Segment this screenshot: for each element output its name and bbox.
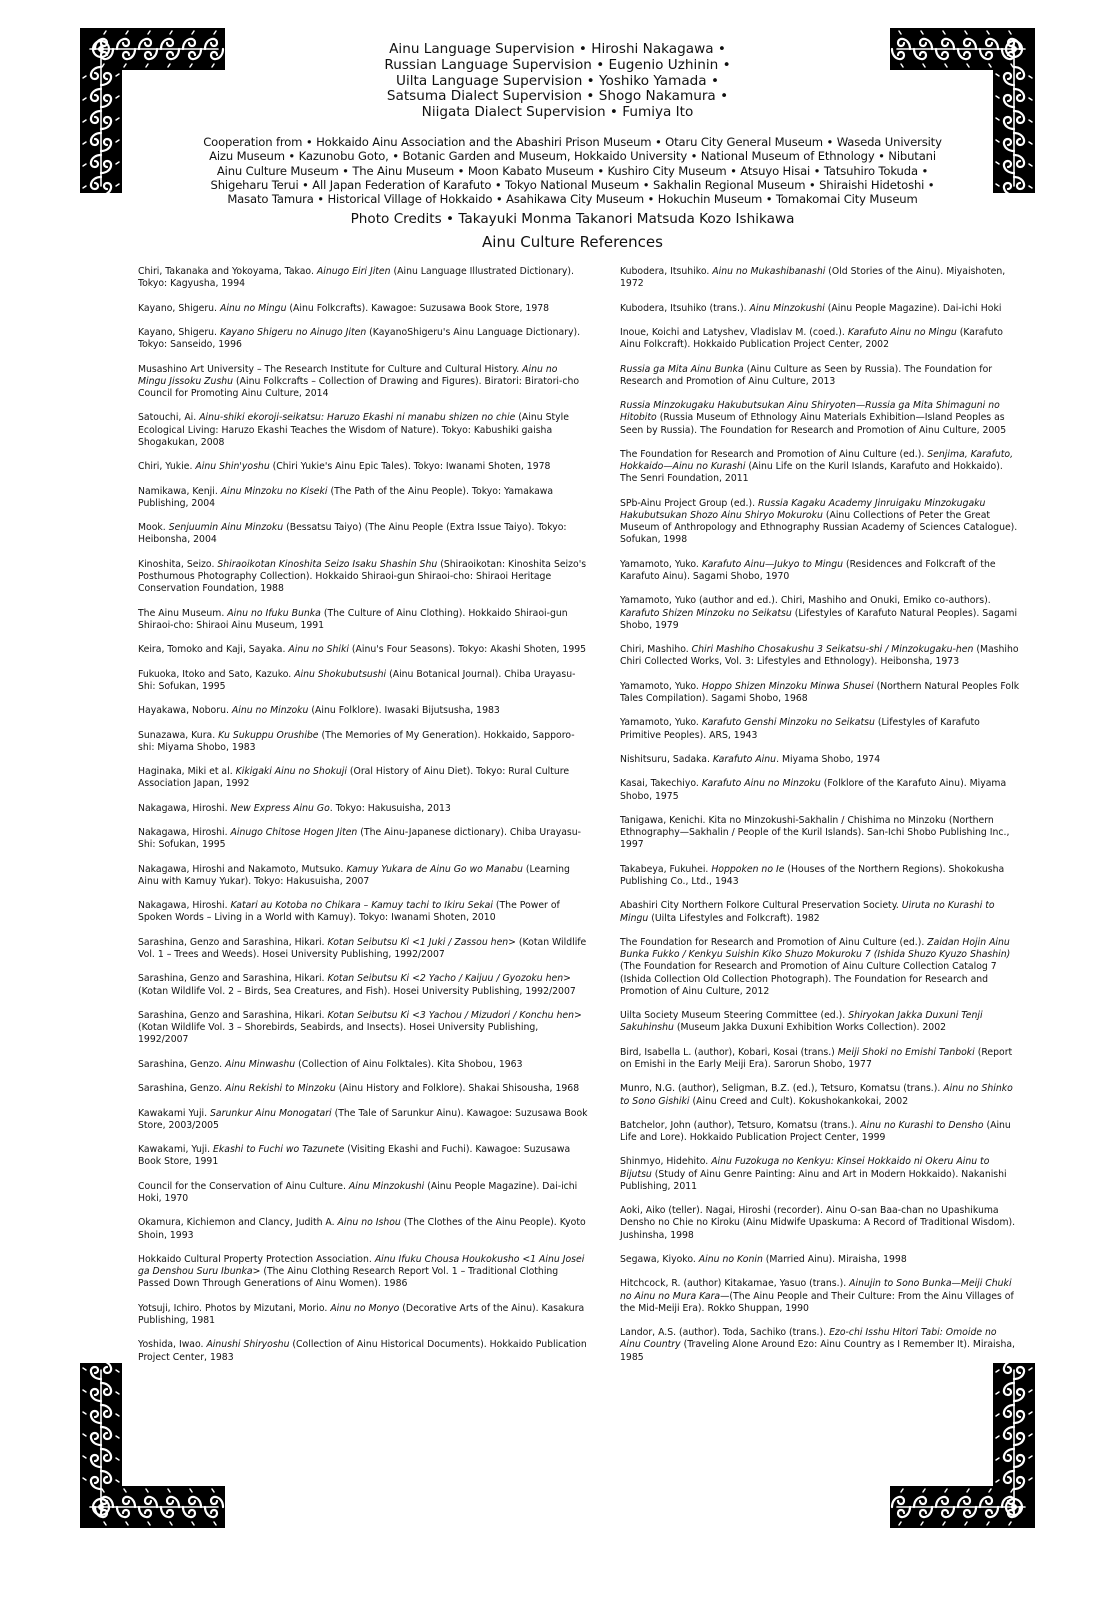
reference-details: (Learning Ainu with Kamuy Yukar). Tokyo: Hakusuisha, 2007 [138,863,570,887]
reference-authors: Yamamoto, Yuko (author and ed.). Chiri, Mashiho and Onuki, Emiko co-authors). [620,595,991,607]
reference-entry [138,1144,588,1168]
reference-details: (Residences and Folkcraft of the Karafuto Ainu). Sagami Shobo, 1970 [620,558,996,582]
reference-title: Kotan Seibutsu Ki <3 Yachou / Mizudori / Konchu hen> [327,1010,582,1022]
reference-title: Chiri Mashiho Chosakushu 3 Seikatsu-shi / Minzokugaku-hen [691,644,974,656]
reference-authors: Hayakawa, Noboru. [138,705,232,717]
reference-entry [138,412,588,449]
reference-details: (The Foundation for Research and Promotion of Ainu Culture Collection Catalog 7 (Ishida Collection Old Collection Photograph). The Foundation for Research and Promotion of Ainu Culture, 2012 [620,961,997,997]
reference-entry [138,1108,588,1132]
reference-details: (KayanoShigeru's Ainu Language Dictionary). Tokyo: Sanseido, 1996 [138,326,581,351]
reference-entry [620,498,1020,547]
reference-details: (Ainu Life and Lore). Hokkaido Publication Project Center, 1999 [620,1119,1011,1144]
reference-title: Senjima, Karafuto, Hokkaido—Ainu no Kurashi [620,448,1014,473]
reference-details: (Uilta Lifestyles and Folkcraft). 1982 [648,912,820,924]
reference-entry [138,766,588,790]
reference-details: (Study of Ainu Genre Painting: Ainu and Art in Modern Hokkaido). Nakanishi Publishing, 2011 [620,1168,1007,1192]
reference-authors: Kubodera, Itsuhiko. [620,266,713,277]
reference-authors: Chiri, Mashiho. [620,644,692,656]
reference-entry [138,1059,588,1071]
references-column-left [138,266,588,1376]
reference-authors: Segawa, Kiyoko. [620,1254,699,1266]
reference-entry [138,461,588,473]
reference-details: (The Ainu-Japanese dictionary). Chiba Urayasu-Shi: Sofukan, 1995 [138,827,582,851]
reference-authors: Inoue, Koichi and Latyshev, Vladislav M. (coed.). [620,326,848,338]
reference-authors: The Ainu Museum. [138,607,228,619]
reference-details: (Lifestyles of Karafuto Natural Peoples). Sagami Shobo, 1979 [620,607,1018,631]
reference-details: (Ainu Botanical Journal). Chiba Urayasu-Shi: Sofukan, 1995 [138,668,576,692]
reference-authors: The Foundation for Research and Promotion of Ainu Culture (ed.). [620,936,928,948]
reference-title: Ainu no Kurashi to Densho [860,1119,984,1131]
reference-entry [620,754,1020,766]
reference-title: Ainujin to Sono Bunka—Meiji Chuki no Ainu no Mura Kara [620,1278,1012,1302]
reference-entry [138,900,588,924]
reference-authors: Nakagawa, Hiroshi. [138,900,231,912]
reference-entry [620,778,1020,802]
reference-details: (Russia Museum of Ethnology Ainu Materials Exhibition—Island Peoples as Seen by Russia). The Foundation for Research and Promotion of Ainu Culture, 2005 [620,412,1007,436]
reference-details: (The Ainu Clothing Research Report Vol. 1 – Traditional Clothing Passed Down Through Generations of Ainu Women). 1986 [138,1266,559,1290]
reference-entry [138,1303,588,1327]
reference-title: Karafuto Shizen Minzoku no Seikatsu [620,607,792,619]
references-heading: Ainu Culture References [482,233,663,251]
reference-authors: Bird, Isabella L. (author), Kobari, Kosai (trans.) [620,1046,838,1058]
reference-entry [138,364,588,401]
reference-title: Ainu no Mingu Jissoku Zushu [138,363,558,387]
reference-details: (The Memories of My Generation). Hokkaido, Sapporo-shi: Miyama Shobo, 1983 [138,729,575,753]
reference-entry [138,864,588,888]
reference-title: Karafuto Ainu no Mingu [847,326,957,338]
reference-authors: Chiri, Yukie. [138,461,196,473]
reference-title: Ainu Rekishi to Minzoku [225,1083,336,1095]
reference-title: Hoppoken no Ie [711,863,785,875]
reference-title: Ainu no Mingu [219,302,287,314]
reference-entry [620,400,1020,437]
reference-title: Senjuumin Ainu Minzoku [168,522,284,534]
supervision-line: Ainu Language Supervision • Hiroshi Nakagawa • [389,41,726,57]
reference-entry [138,827,588,851]
cooperation-line: Aizu Museum • Kazunobu Goto, • Botanic Garden and Museum, Hokkaido University • National Museum of Ethnology • Nibutani [209,149,936,164]
reference-entry [620,1083,1020,1107]
reference-entry [138,522,588,546]
reference-entry [620,1254,1020,1266]
reference-details: (Visiting Ekashi and Fuchi). Kawagoe: Suzusawa Book Store, 1991 [138,1144,571,1168]
reference-title: Kikigaki Ainu no Shokuji [235,766,347,778]
reference-details: (Ainu History and Folklore). Shakai Shisousha, 1968 [335,1083,580,1095]
reference-entry [138,559,588,596]
reference-title: Ainu no Shiki [288,644,349,656]
reference-title: Karafuto Ainu [712,753,777,765]
reference-details: (Kotan Wildlife Vol. 2 – Birds, Sea Creatures, and Fish). Hosei University Publishing, 1992/2007 [138,985,576,997]
reference-entry [138,1254,588,1291]
reference-entry [620,681,1020,705]
reference-entry [620,303,1020,315]
reference-authors: Yamamoto, Yuko. [620,680,702,692]
reference-title: Ainu Shin'yoshu [195,461,270,473]
reference-authors: Yotsuji, Ichiro. Photos by Mizutani, Morio. [138,1302,331,1314]
reference-details: (The Tale of Sarunkur Ainu). Kawagoe: Suzusawa Book Store, 2003/2005 [138,1107,588,1131]
reference-authors: Sarashina, Genzo and Sarashina, Hikari. [138,973,328,985]
reference-authors: Nakagawa, Hiroshi. [138,802,231,814]
reference-details: (Collection of Ainu Folktales). Kita Shobou, 1963 [295,1058,523,1070]
reference-details: (Report on Emishi in the Early Meiji Era). Sarorun Shobo, 1977 [620,1046,1013,1070]
reference-authors: Hitchcock, R. (author) Kitakamae, Yasuo (trans.). [620,1278,850,1290]
reference-entry [138,730,588,754]
reference-title: Ainu Minzokushi [348,1180,425,1192]
reference-authors: SPb-Ainu Project Group (ed.). [620,497,759,509]
reference-title: Kotan Seibutsu Ki <1 Juki / Zassou hen> [327,936,516,948]
reference-entry [138,1217,588,1241]
references-column-right [620,266,1020,1376]
reference-details: (Ainu Folkcrafts). Kawagoe: Suzusawa Book Store, 1978 [286,302,550,314]
reference-title: Ku Sukuppu Orushibe [218,729,319,741]
reference-title: Karafuto Genshi Minzoku no Seikatsu [701,717,875,729]
reference-authors: Nishitsuru, Sadaka. [620,753,713,765]
reference-title: Katari au Kotoba no Chikara – Kamuy tachi to Ikiru Sekai [230,900,493,912]
reference-authors: Okamura, Kichiemon and Clancy, Judith A. [138,1217,338,1229]
reference-details: (The Culture of Ainu Clothing). Hokkaido Shiraoi-gun Shiraoi-cho: Shiraoi Ainu Museum, 1991 [138,607,568,631]
reference-details: (Shiraoikotan: Kinoshita Seizo's Posthumous Photography Collection). Hokkaido Shiraoi-gun Shiraoi-cho: Shiraoi Heritage Conservation Foundation, 1988 [138,558,587,595]
cooperation-line: Shigeharu Terui • All Japan Federation of Karafuto • Tokyo National Museum • Sakhalin Regional Museum • Shiraishi Hidetoshi • [210,177,935,192]
reference-entry [620,644,1020,668]
reference-authors: Chiri, Takanaka and Yokoyama, Takao. [138,266,317,277]
reference-details: (Ainu Folkcrafts – Collection of Drawing and Figures). Biratori: Biratori-cho Council for Promoting Ainu Culture, 2014 [138,375,580,399]
cooperation-line: Ainu Culture Museum • The Ainu Museum • Moon Kabato Museum • Kushiro City Museum • Atsuyo Hisai • Tatsuhiro Tokuda • [216,163,929,178]
reference-details: . Miyama Shobo, 1974 [776,753,881,765]
reference-authors: Sarashina, Genzo. [138,1083,226,1095]
reference-entry [620,900,1020,924]
reference-authors: Landor, A.S. (author). Toda, Sachiko (trans.). [620,1327,830,1339]
reference-authors: Council for the Conservation of Ainu Culture. [138,1180,349,1192]
reference-authors: Abashiri City Northern Folkore Cultural Preservation Society. [620,900,902,912]
reference-details: (Oral History of Ainu Diet). Tokyo: Rural Culture Association Japan, 1992 [138,766,570,790]
reference-details: (The Power of Spoken Words – Living in a World with Kamuy). Tokyo: Iwanami Shoten, 2010 [138,900,560,924]
reference-authors: Sarashina, Genzo and Sarashina, Hikari. [138,936,328,948]
reference-details: (Kotan Wildlife Vol. 3 – Shorebirds, Seabirds, and Insects). Hosei University Publishing, 1992/2007 [138,1022,539,1046]
reference-details: (Collection of Ainu Historical Documents). Hokkaido Publication Project Center, 1983 [138,1339,587,1363]
reference-details: (Karafuto Ainu Folkcraft). Hokkaido Publication Project Center, 2002 [620,326,1003,351]
supervision-line: Russian Language Supervision • Eugenio Uzhinin • [384,56,731,73]
reference-title: Ainugo Eiri Jiten [316,266,391,277]
reference-title: Karafuto Ainu—Jukyo to Mingu [701,558,844,570]
reference-entry [620,1327,1020,1364]
reference-entry [620,864,1020,888]
reference-title: Ainu Minwashu [225,1058,296,1070]
reference-authors: The Foundation for Research and Promotion of Ainu Culture (ed.). [620,448,928,460]
reference-details: (Mashiho Chiri Collected Works, Vol. 3: Lifestyles and Ethnology). Heibonsha, 1973 [620,644,1019,668]
reference-authors: Namikawa, Kenji. [138,485,221,497]
reference-entry [138,973,588,997]
reference-authors: Munro, N.G. (author), Seligman, B.Z. (ed.), Tetsuro, Komatsu (trans.). [620,1083,944,1095]
reference-title: Kotan Seibutsu Ki <2 Yacho / Kaijuu / Gyozoku hen> [327,973,571,985]
reference-entry [138,327,588,351]
supervision-credits [230,42,885,121]
cooperation-line: Cooperation from • Hokkaido Ainu Association and the Abashiri Prison Museum • Otaru City General Museum • Waseda University [203,135,942,149]
reference-title: Meiji Shoki no Emishi Tanboki [837,1046,975,1058]
reference-details: (Folklore of the Karafuto Ainu). Miyama Shobo, 1975 [620,778,1007,802]
reference-authors: Sarashina, Genzo. [138,1058,226,1070]
reference-entry [138,608,588,632]
reference-authors: Batchelor, John (author), Tetsuro, Komatsu (trans.). [620,1119,861,1131]
reference-authors: Shinmyo, Hidehito. [620,1156,712,1168]
reference-title: Sarunkur Ainu Monogatari [210,1107,332,1119]
reference-entry [138,1083,588,1095]
reference-authors: Yamamoto, Yuko. [620,717,702,729]
reference-authors: Sarashina, Genzo and Sarashina, Hikari. [138,1010,328,1022]
reference-entry [620,364,1020,388]
reference-title: Ainu no Ishou [337,1217,401,1229]
reference-title: Ainu Fuzokuga no Kenkyu: Kinsei Hokkaido ni Okeru Ainu to Bijutsu [620,1156,990,1180]
reference-entry [138,669,588,693]
reference-title: Ainu no Ifuku Bunka [227,607,321,619]
reference-title: Ainu no Mukashibanashi [712,266,826,277]
reference-authors: Nakagawa, Hiroshi. [138,827,231,839]
reference-entry [138,266,588,290]
reference-entry [138,644,588,656]
reference-title: Russia Kagaku Academy Jinruigaku Minzokugaku Hakubutsukan Shozo Ainu Shiryo Mokuroku [620,497,986,521]
reference-title: Ainu no Konin [698,1254,763,1266]
photo-credits: Photo Credits • Takayuki Monma Takanori Matsuda Kozo Ishikawa [350,211,795,227]
reference-details: (Museum Jakka Duxuni Exhibition Works Collection). 2002 [673,1022,947,1034]
reference-authors: Uilta Society Museum Steering Committee (ed.). [620,1010,849,1022]
reference-title: Zaidan Hojin Ainu Bunka Fukko / Kenkyu Suishin Kiko Shuzo Mokuroku 7 (Ishida Shuzo Kyuzo Shashin) [620,936,1011,961]
reference-entry [620,1205,1020,1242]
reference-authors: Takabeya, Fukuhei. [620,863,712,875]
reference-details: (The Clothes of the Ainu People). Kyoto Shoin, 1993 [138,1217,586,1241]
reference-authors: Satouchi, Ai. [138,412,200,424]
reference-details: (Married Ainu). Miraisha, 1998 [762,1254,907,1266]
reference-authors: Yoshida, Iwao. [138,1339,207,1351]
reference-details: (The Path of the Ainu People). Tokyo: Yamakawa Publishing, 2004 [138,485,554,509]
reference-title: Ezo-chi Isshu Hitori Tabi: Omoide no Ainu Country [620,1327,997,1351]
reference-title: Ainu no Minzoku [231,705,309,717]
reference-title: Shiryokan Jakka Duxuni Tenji Sakuhinshu [620,1010,983,1034]
reference-authors: Keira, Tomoko and Kaji, Sayaka. [138,644,289,656]
reference-details: (Houses of the Northern Regions). Shokokusha Publishing Co., Ltd., 1943 [620,863,1005,887]
reference-authors: Tanigawa, Kenichi. Kita no Minzokushi-Sakhalin / Chishima no Minzoku (Northern Ethnography—Sakhalin / People of the Kuril Islands). San-Ichi Shobo Publishing Inc., 1997 [620,814,1010,851]
reference-details: (Ainu Language Illustrated Dictionary). Tokyo: Kagyusha, 1994 [138,266,574,290]
reference-entry [138,1339,588,1363]
reference-entry [620,815,1020,852]
corner-ornament-bottom-left [80,1363,225,1528]
reference-title: Russia ga Mita Ainu Bunka [620,363,744,375]
supervision-line: Satsuma Dialect Supervision • Shogo Nakamura • [386,88,729,105]
reference-entry [138,303,588,315]
reference-authors: Aoki, Aiko (teller). Nagai, Hiroshi (recorder). Ainu O-san Baa-chan no Upashikuma Densho no Chie no Kiroku (Ainu Midwife Upaskuma: A Record of Traditional Wisdom). Jushinsha, 1998 [620,1205,1016,1241]
reference-details: (Ainu Life on the Kuril Islands, Karafuto and Hokkaido). The Senri Foundation, 2011 [620,461,1003,485]
reference-authors: Kasai, Takechiyo. [620,778,702,790]
reference-entry [620,1156,1020,1193]
reference-authors: Fukuoka, Itoko and Sato, Kazuko. [138,668,295,680]
reference-details: (Chiri Yukie's Ainu Epic Tales). Tokyo: Iwanami Shoten, 1978 [269,461,551,473]
reference-entry [620,1047,1020,1071]
reference-entry [138,803,588,815]
reference-details: (Ainu Creed and Cult). Kokushokankokai, 2002 [689,1095,909,1107]
reference-authors: Nakagawa, Hiroshi and Nakamoto, Mutsuko. [138,863,347,875]
reference-entry [620,1010,1020,1034]
reference-authors: Haginaka, Miki et al. [138,766,236,778]
reference-details: (Ainu People Magazine). Dai-ichi Hoki [824,302,1002,314]
reference-title: New Express Ainu Go [230,802,330,814]
reference-entry [620,327,1020,351]
reference-entry [620,717,1020,741]
reference-details: —(The Ainu People and Their Culture: From the Ainu Villages of the Mid-Meiji Era). Rokko Shuppan, 1990 [620,1290,1014,1314]
reference-entry [138,1181,588,1205]
reference-entry [620,1278,1020,1315]
reference-details: (Ainu People Magazine). Dai-ichi Hoki, 1970 [138,1180,578,1205]
reference-title: Uiruta no Kurashi to Mingu [620,900,995,924]
reference-entry [138,705,588,717]
supervision-line: Niigata Dialect Supervision • Fumiya Ito [421,104,694,121]
reference-title: Kamuy Yukara de Ainu Go wo Manabu [346,863,523,875]
reference-authors: Kinoshita, Seizo. [138,558,218,570]
reference-details: . Tokyo: Hakusuisha, 2013 [329,802,451,814]
reference-authors: Kawakami, Yuji. [138,1144,213,1156]
corner-ornament-bottom-right [890,1363,1035,1528]
reference-entry [138,937,588,961]
reference-title: Ekashi to Fuchi wo Tazunete [212,1144,345,1156]
reference-title: Ainu Shokubutsushi [294,668,387,680]
reference-details: (Lifestyles of Karafuto Primitive Peoples). ARS, 1943 [620,717,980,741]
reference-title: Ainu no Shinko to Sono Gishiki [620,1083,1013,1107]
reference-title: Ainu Ifuku Chousa Houkokusho <1 Ainu Josei ga Denshou Suru Ibunka> [138,1254,585,1278]
reference-entry [138,486,588,510]
reference-title: Russia Minzokugaku Hakubutsukan Ainu Shiryoten—Russia ga Mita Shimaguni no Hitobito [620,400,1000,424]
reference-authors: Kayano, Shigeru. [138,326,220,338]
reference-authors: Hokkaido Cultural Property Protection Association. [138,1254,375,1266]
reference-authors: Kubodera, Itsuhiko (trans.). [620,302,750,314]
reference-entry [620,937,1020,998]
reference-authors: Kawakami Yuji. [138,1107,211,1119]
reference-title: Ainushi Shiryoshu [206,1339,290,1351]
reference-entry [620,595,1020,632]
reference-details: (Northern Natural Peoples Folk Tales Compilation). Sagami Shobo, 1968 [620,680,1020,704]
reference-entry [620,559,1020,583]
supervision-line: Uilta Language Supervision • Yoshiko Yamada • [396,72,719,89]
reference-title: Karafuto Ainu no Minzoku [701,778,821,790]
reference-title: Ainu Minzokushi [749,302,825,314]
reference-authors: Sunazawa, Kura. [138,729,219,741]
cooperation-line: Masato Tamura • Historical Village of Hokkaido • Asahikawa City Museum • Hokuchin Museum • Tomakomai City Museum [227,192,918,207]
reference-entry [620,1120,1020,1144]
reference-authors: Kayano, Shigeru. [138,302,220,314]
reference-entry [620,266,1020,290]
reference-details: (Ainu Culture as Seen by Russia). The Foundation for Research and Promotion of Ainu Culture, 2013 [620,363,993,387]
reference-title: Kayano Shigeru no Ainugo Jiten [219,326,367,338]
reference-title: Shiraoikotan Kinoshita Seizo Isaku Shashin Shu [217,558,438,570]
reference-entry [620,449,1020,486]
reference-authors: Yamamoto, Yuko. [620,558,702,570]
reference-title: Ainu Minzoku no Kiseki [220,485,328,497]
reference-authors: Musashino Art University – The Research Institute for Culture and Cultural History. [138,363,523,375]
reference-title: Ainu-shiki ekoroji-seikatsu: Haruzo Ekashi ni manabu shizen no chie [199,412,516,424]
reference-details: (Old Stories of the Ainu). Miyaishoten, 1972 [620,266,1006,290]
reference-entry [138,1010,588,1047]
reference-details: (Traveling Alone Around Ezo: Ainu Country as I Remember It). Miraisha, 1985 [620,1339,1015,1363]
reference-title: Ainugo Chitose Hogen Jiten [230,827,358,839]
reference-details: (Bessatsu Taiyo) (The Ainu People (Extra Issue Taiyo). Tokyo: Heibonsha, 2004 [138,522,567,546]
reference-details: (Ainu Style Ecological Living: Haruzo Ekashi Teaches the Wisdom of Nature). Tokyo: Kabushiki gaisha Shogakukan, 2008 [138,412,569,448]
reference-details: (Ainu's Four Seasons). Tokyo: Akashi Shoten, 1995 [348,644,587,656]
reference-details: (Kotan Wildlife Vol. 1 – Trees and Weeds). Hosei University Publishing, 1992/2007 [138,936,587,961]
cooperation-credits [130,135,1015,206]
reference-title: Ainu no Monyo [330,1302,400,1314]
reference-details: (Ainu Collections of Peter the Great Museum of Anthropology and Ethnography Russian Academy of Sciences Catalogue). Sofukan, 1998 [620,509,1018,546]
reference-authors: Mook. [138,522,169,534]
reference-details: (Decorative Arts of the Ainu). Kasakura Publishing, 1981 [138,1302,585,1327]
reference-title: Hoppo Shizen Minzoku Minwa Shusei [701,680,874,692]
reference-details: (Ainu Folklore). Iwasaki Bijutsusha, 1983 [308,705,500,717]
